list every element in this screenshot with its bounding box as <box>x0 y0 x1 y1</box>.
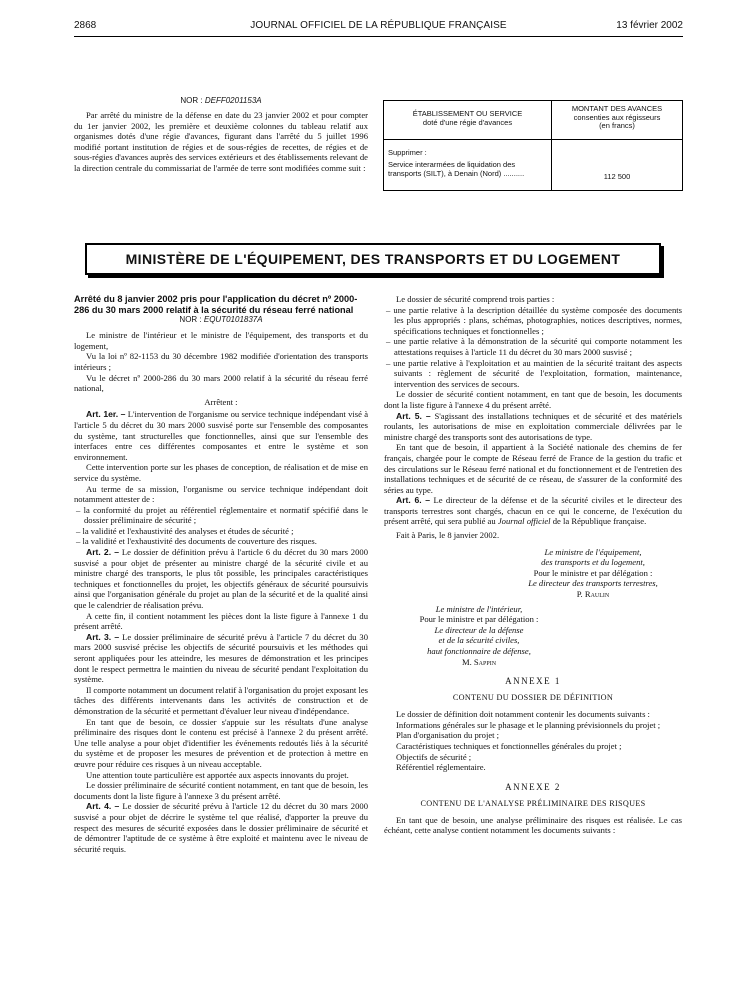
nor-reference: NOR : DEFF0201153A <box>180 96 262 105</box>
table-header-establishment: ÉTABLISSEMENT OU SERVICE doté d'une régie d'avances <box>384 101 552 139</box>
list-item: – une partie relative à la description détaillée du système composée des documents les plus appropriés : plans, schémas, photographies, notices descriptives, normes, spécifications techniques et fonctionnelles ; <box>386 304 682 336</box>
article-1: Art. 1er. – L'intervention de l'organisme ou service technique indépendant visé à l'article 5 du décret du 30 mars 2000 susvisé porte sur l'ensemble des composantes du système, tant structurelles que fonctionnelles, ainsi que sur l'ensemble des interfaces entre ces différentes composantes et entre le système et son environnement. <box>74 409 369 462</box>
table-cell-service: Supprimer : Service interarmées de liquidation des transports (SILT), à Denain (Nord) .......... <box>384 140 552 190</box>
decree-title: Arrêté du 8 janvier 2002 pris pour l'application du décret nº 2000-286 du 30 mars 2000 relatif à la sécurité du réseau ferré national <box>74 294 358 315</box>
dossier-parts-list <box>384 305 682 390</box>
annex-1-title: CONTENU DU DOSSIER DE DÉFINITION <box>452 693 614 703</box>
list-item: – une partie relative à la démonstration de la sécurité qui comporte notamment les attestations requises à l'article 11 du décret du 30 mars 2000 susvisé ; <box>386 336 682 357</box>
article-2-paragraph: A cette fin, il contient notamment les pièces dont la liste figure à l'annexe 1 du présent arrêté. <box>74 610 368 632</box>
defense-order-text: Par arrêté du ministre de la défense en date du 23 janvier 2002 et pour compter du 1er janvier 2002, les première et deuxième colonnes du tableau relatif aux organismes dotés d'une régie d'avances, figurant dans l'arrêté du 5 juillet 1996 modifié portant institution de régies et de sous-régies de recettes, de régies et de sous-régies d'avances auprès des services extérieurs et des établissements relevant de la direction centrale du commissariat de l'armée de terre sont modifiées comme suit : <box>74 110 368 173</box>
article-2: Art. 2. – Le dossier de définition prévu à l'article 6 du décret du 30 mars 2000 susvisé a pour objet de présenter au ministre chargé de la sécurité civile et au ministre chargé des transports, le plus tôt possible, les principales caractéristiques techniques et fonctionnelles du projet, les objectifs généraux de sécurité poursuivis ainsi que l'organisation générale du projet au plan de la sécurité et de la qualité ainsi que le calendrier de réalisation prévu. <box>74 547 368 611</box>
article-4: Art. 4. – Le dossier de sécurité prévu à l'article 12 du décret du 30 mars 2000 susvisé a pour objet de décrire le système tel que réalisé, d'apporter la preuve du respect des mesures de sécurité exposées dans le dossier préliminaire de sécurité et de démontrer l'aptitude de ce système à être exploité et maintenu avec le niveau de sécurité requis. <box>74 801 368 854</box>
preamble-decret: Vu le décret nº 2000-286 du 30 mars 2000 relatif à la sécurité du réseau ferré national, <box>74 372 368 394</box>
table-row <box>384 140 682 190</box>
article-1-paragraph: Au terme de sa mission, l'organisme ou service technique indépendant doit notamment attester de : <box>74 483 368 505</box>
article-1-list <box>74 505 368 547</box>
article-5-paragraph: En tant que de besoin, il appartient à la Société nationale des chemins de fer français, chargée pour le compte de Réseau ferré de France de la gestion du trafic et des circulations sur le Réseau ferré national et du fonctionnement et de l'entretien des installations techniques et de sécurité de ce réseau, de s'assurer de la conformité des séries au type. <box>384 442 682 495</box>
defense-order-block <box>74 96 368 174</box>
list-item: Plan d'organisation du projet ; <box>396 730 500 741</box>
arretent-heading: Arrêtent : <box>204 396 238 407</box>
annex-2-heading: ANNEXE 2 <box>505 781 561 792</box>
issue-date: 13 février 2002 <box>616 20 683 31</box>
list-item: – la conformité du projet au référentiel réglementaire et normatif spécifié dans le dossier préliminaire de sécurité ; <box>76 504 368 526</box>
table-cell-amount: 112 500 <box>603 171 631 181</box>
table-header-amount: MONTANT DES AVANCES consenties aux régisseurs (en francs) <box>571 104 663 130</box>
page-header <box>74 20 683 34</box>
page-number: 2868 <box>74 20 97 31</box>
list-item: – la validité et l'exhaustivité des documents de couverture des risques. <box>76 536 317 547</box>
article-3: Art. 3. – Le dossier préliminaire de sécurité prévu à l'article 7 du décret du 30 mars 2000 susvisé précise les objectifs de sécurité poursuivis et les méthodes qui seront appliquées pour les atteindre, les mesures de démonstration et les principes dont le respect permettra le maintien du niveau de sécurité pendant l'exploitation du système. <box>74 631 368 685</box>
ministry-banner: MINISTÈRE DE L'ÉQUIPEMENT, DES TRANSPORTS ET DU LOGEMENT <box>85 243 661 275</box>
nor-reference: NOR : EQUT0101837A <box>179 315 263 325</box>
annex-1-intro: Le dossier de définition doit notamment contenir les documents suivants : <box>396 709 650 720</box>
dossier-parts-intro: Le dossier de sécurité comprend trois parties : <box>396 294 555 304</box>
signatory-name: M. Sappin <box>461 656 497 667</box>
header-rule <box>74 36 683 37</box>
signatory-name: P. Raulin <box>576 589 610 600</box>
annex-2-title: CONTENU DE L'ANALYSE PRÉLIMINAIRE DES RISQUES <box>420 798 646 808</box>
list-item: Caractéristiques techniques et fonctionnelles générales du projet ; <box>396 740 622 751</box>
left-column <box>74 294 368 854</box>
preamble-loi: Vu la loi nº 82-1153 du 30 décembre 1982 modifiée d'orientation des transports intérieurs ; <box>74 351 368 372</box>
signature-block-interieur: Le ministre de l'intérieur, Pour le ministre et par délégation : Le directeur de la défense et de la sécurité civiles, haut fonctionnaire de défense, M. Sappin <box>384 604 574 668</box>
dossier-annex4-paragraph: Le dossier de sécurité contient notamment, en tant que de besoin, les documents dont la liste figure à l'annexe 4 du présent arrêté. <box>384 389 682 410</box>
list-item: Objectifs de sécurité ; <box>396 751 472 762</box>
signature-date: Fait à Paris, le 8 janvier 2002. <box>396 530 500 541</box>
table-header-row <box>384 101 682 140</box>
article-5: Art. 5. – S'agissant des installations techniques et de sécurité et des matériels roulants, les autorisations de mise en exploitation commerciale délivrées par le ministre chargé des transports sont des autorisations de type. <box>384 410 682 442</box>
article-3-paragraph: Il comporte notamment un document relatif à l'organisation du projet exposant les tâches des différents intervenants dans les activités de construction et de démonstration de la sécurité et permettant d'évaluer leur niveau d'indépendance. <box>74 684 368 716</box>
annex-2-intro: En tant que de besoin, une analyse préliminaire des risques est réalisée. Le cas échéant, cette analyse contient notamment les documents suivants : <box>384 814 682 836</box>
signature-block-equipement: Le ministre de l'équipement, des transports et du logement, Pour le ministre et par délégation : Le directeur des transports terrestres, P. Raulin <box>384 547 682 600</box>
list-item: Informations générales sur le phasage et le planning prévisionnels du projet ; <box>396 719 661 730</box>
journal-title: JOURNAL OFFICIEL DE LA RÉPUBLIQUE FRANÇAISE <box>250 20 507 31</box>
article-6: Art. 6. – Le directeur de la défense et de la sécurité civiles et le directeur des transports terrestres sont chargés, chacun en ce qui le concerne, de l'exécution du présent arrêté, qui sera publié au Journal officiel de la République française. <box>384 495 682 527</box>
annex-1-heading: ANNEXE 1 <box>505 676 561 687</box>
article-3-paragraph: Une attention toute particulière est apportée aux aspects innovants du projet. <box>86 769 349 780</box>
article-3-paragraph: En tant que de besoin, ce dossier s'appuie sur les résultats d'une analyse préliminaire des risques dont le contenu est précisé à l'annexe 2 du présent arrêté. Une telle analyse a pour objet d'identifier les événements redoutés liés à la sécurité du système et de proposer les mesures de prévention et de protection à mettre en œuvre pour réduire ces risques à un niveau acceptable. <box>74 716 368 769</box>
preamble-ministers: Le ministre de l'intérieur et le ministre de l'équipement, des transports et du logement, <box>74 330 368 351</box>
list-item: Référentiel réglementaire. <box>396 762 486 773</box>
right-column <box>384 294 682 836</box>
list-item: – la validité et l'exhaustivité des analyses et études de sécurité ; <box>76 525 294 536</box>
article-3-paragraph: Le dossier préliminaire de sécurité contient notamment, en tant que de besoin, les documents dont la liste figure à l'annexe 3 du présent arrêté. <box>74 780 368 801</box>
article-1-paragraph: Cette intervention porte sur les phases de conception, de réalisation et de mise en service du système. <box>74 462 368 483</box>
list-item: – une partie relative à l'exploitation et au maintien de la sécurité traitant des aspects suivants : règlement de sécurité de l'exploitation, formation, maintenance, intervention des services de secours. <box>386 357 682 389</box>
advances-table <box>383 100 683 191</box>
